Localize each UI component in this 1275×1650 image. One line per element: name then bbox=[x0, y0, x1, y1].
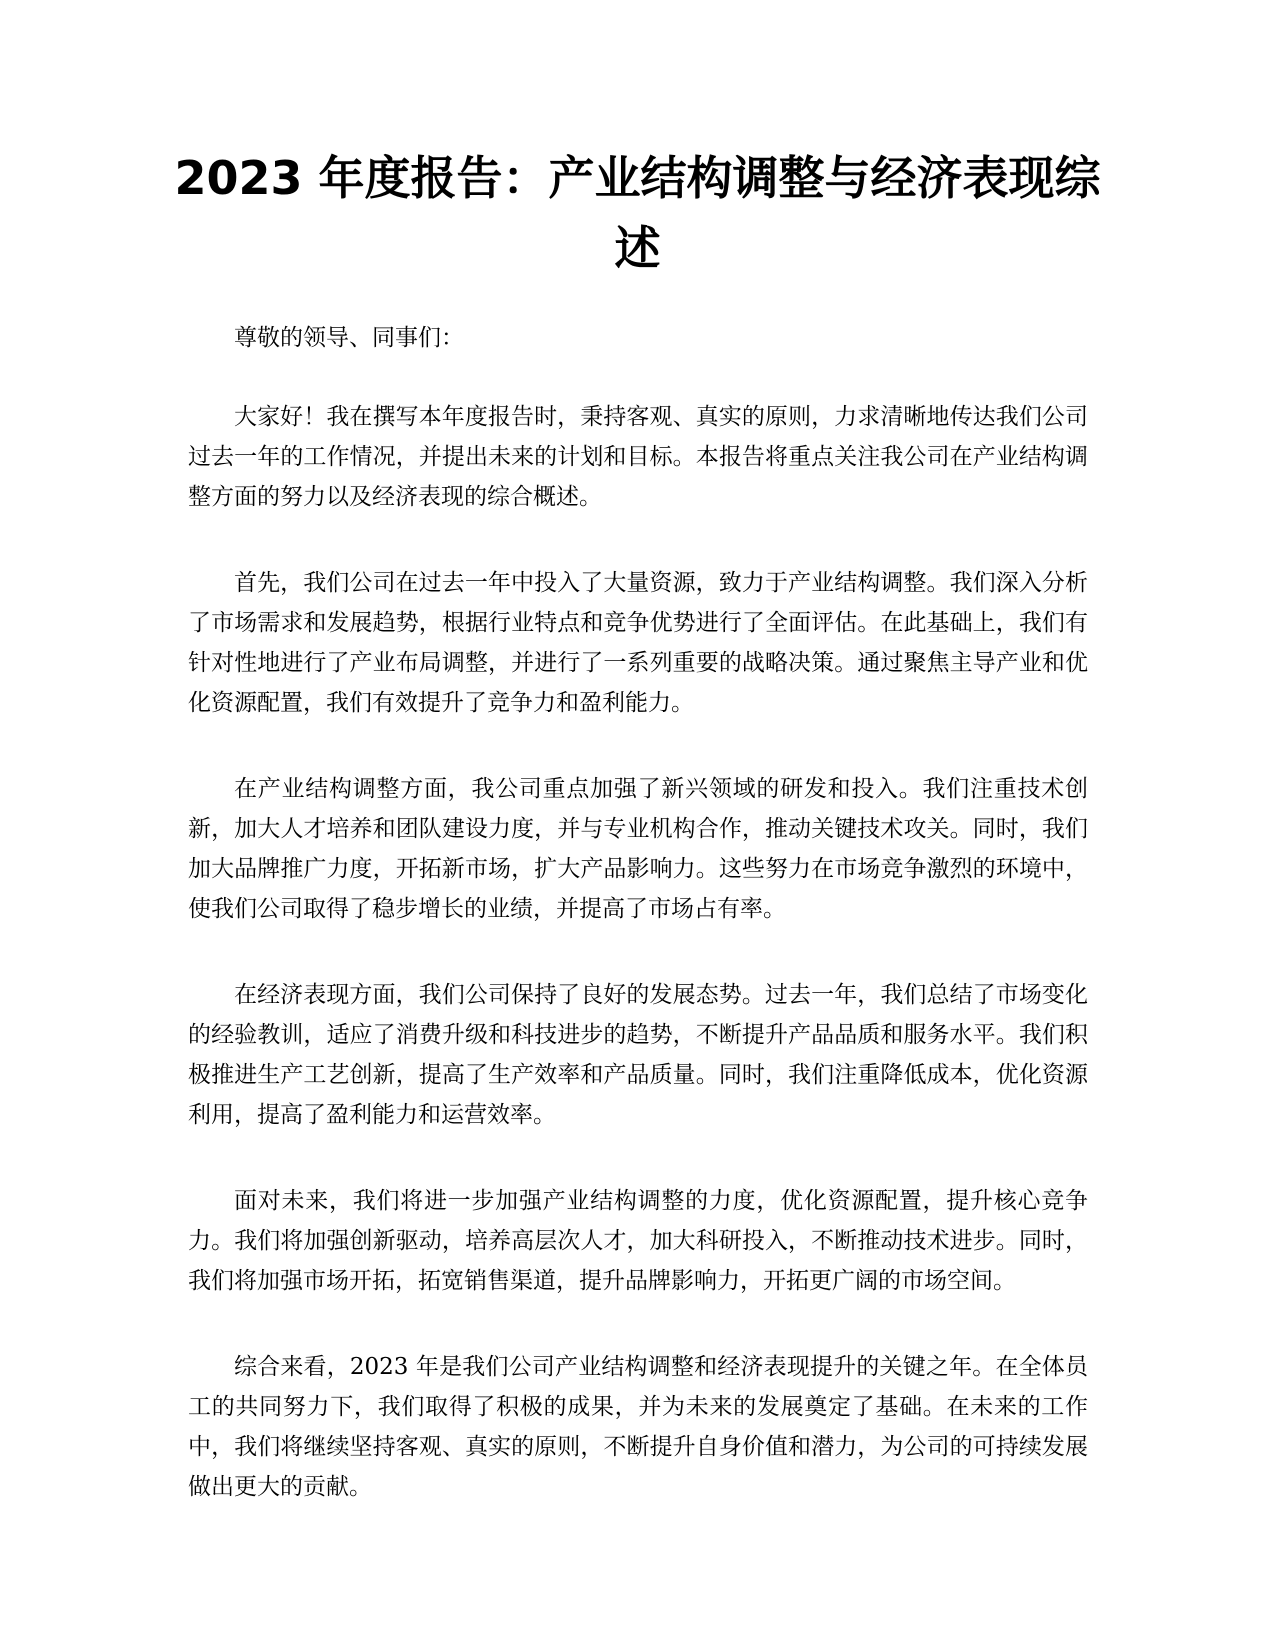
document-title: 2023 年度报告：产业结构调整与经济表现综述 bbox=[174, 151, 1101, 275]
body-paragraph-future: 面对未来，我们将进一步加强产业结构调整的力度，优化资源配置，提升核心竞争力。我们将加强创新驱动，培养高层次人才，加大科研投入，不断推动技术进步。同时，我们将加强市场开拓，拓宽销售渠道，提升品牌影响力，开拓更广阔的市场空间。 bbox=[188, 1188, 1088, 1294]
body-paragraph-resources: 首先，我们公司在过去一年中投入了大量资源，致力于产业结构调整。我们深入分析了市场需求和发展趋势，根据行业特点和竞争优势进行了全面评估。在此基础上，我们有针对性地进行了产业布局调整，并进行了一系列重要的战略决策。通过聚焦主导产业和优化资源配置，我们有效提升了竞争力和盈利能力。 bbox=[188, 570, 1088, 716]
document-body bbox=[188, 318, 1088, 1553]
body-paragraph-economic-performance: 在经济表现方面，我们公司保持了良好的发展态势。过去一年，我们总结了市场变化的经验教训，适应了消费升级和科技进步的趋势，不断提升产品品质和服务水平。我们积极推进生产工艺创新，提高了生产效率和产品质量。同时，我们注重降低成本，优化资源利用，提高了盈利能力和运营效率。 bbox=[188, 982, 1088, 1128]
body-paragraph-intro: 大家好！我在撰写本年度报告时，秉持客观、真实的原则，力求清晰地传达我们公司过去一年的工作情况，并提出未来的计划和目标。本报告将重点关注我公司在产业结构调整方面的努力以及经济表现的综合概述。 bbox=[188, 404, 1088, 510]
body-paragraph-restructuring: 在产业结构调整方面，我公司重点加强了新兴领域的研发和投入。我们注重技术创新，加大人才培养和团队建设力度，并与专业机构合作，推动关键技术攻关。同时，我们加大品牌推广力度，开拓新市场，扩大产品影响力。这些努力在市场竞争激烈的环境中，使我们公司取得了稳步增长的业绩，并提高了市场占有率。 bbox=[188, 776, 1088, 922]
body-paragraph-conclusion: 综合来看，2023 年是我们公司产业结构调整和经济表现提升的关键之年。在全体员工的共同努力下，我们取得了积极的成果，并为未来的发展奠定了基础。在未来的工作中，我们将继续坚持客观、真实的原则，不断提升自身价值和潜力，为公司的可持续发展做出更大的贡献。 bbox=[188, 1354, 1088, 1500]
greeting-paragraph: 尊敬的领导、同事们： bbox=[234, 325, 464, 351]
